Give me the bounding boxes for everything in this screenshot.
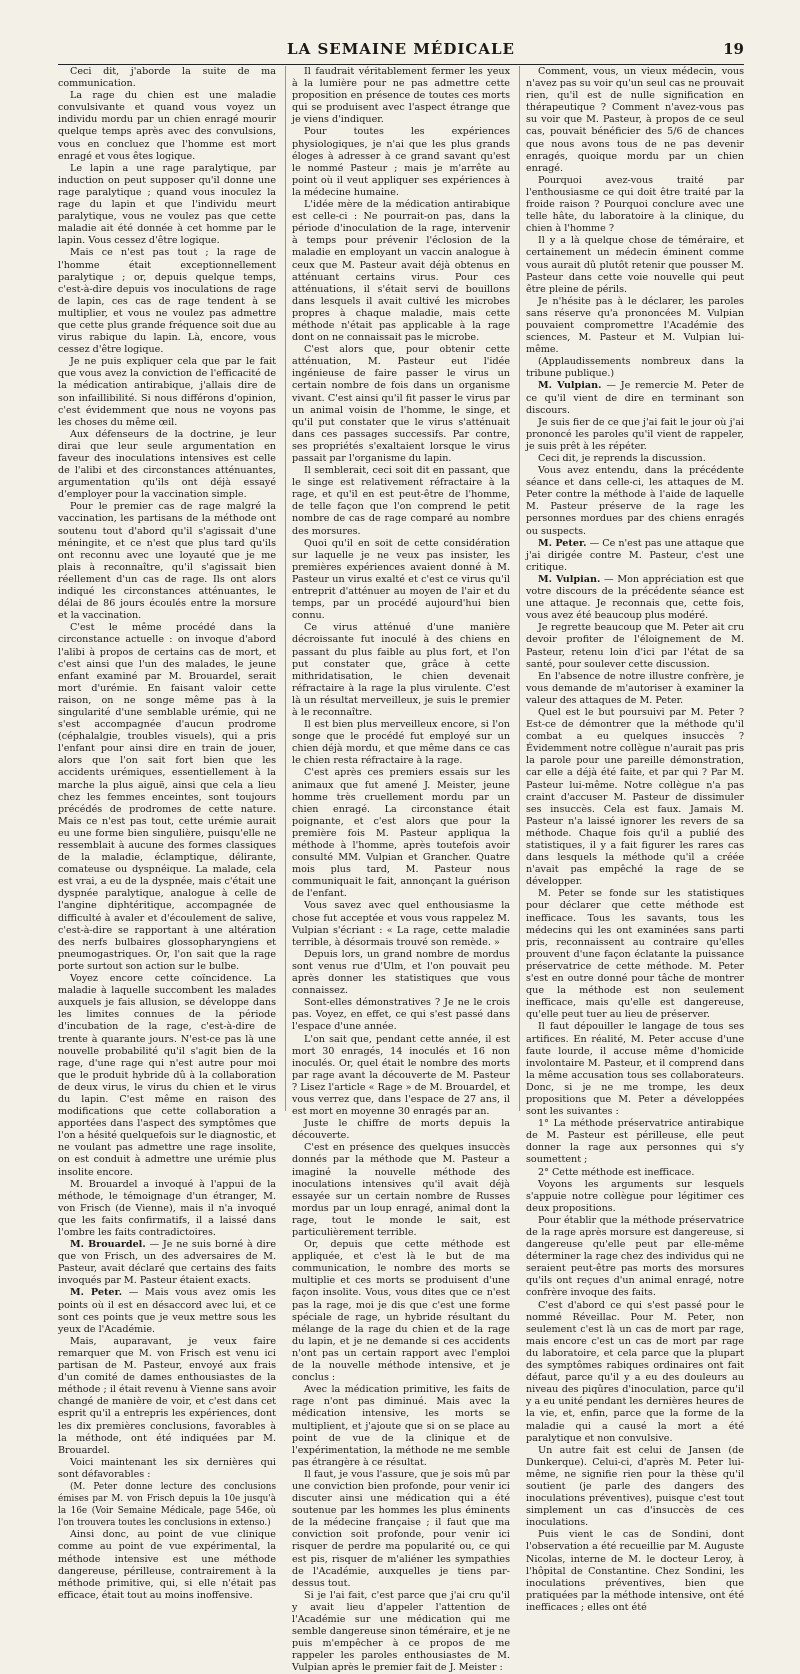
paragraph: M. Brouardel a invoqué à l'appui de la méthode, le témoignage d'un étranger, M. von Frisch (de Vienne), mais il n'a invoqué que les faits confirmatifs, il a laissé dans l'ombre les faits contradictoires. (58, 1178, 276, 1238)
paragraph: Avec la médication primitive, les faits de rage n'ont pas diminué. Mais avec la médication intensive, les morts se multiplient, et j'ajoute que si on se place au point de vue de la clinique et de l'expérimentation, la méthode ne me semble pas étrangère à ce résultat. (292, 1384, 510, 1468)
speaker-paragraph (526, 574, 744, 622)
paragraph: Depuis lors, un grand nombre de mordus sont venus rue d'Ulm, et l'on pouvait peu après donner les statistiques que vous connaissez. (292, 948, 510, 997)
paragraph: 1° La méthode préservatrice antirabique de M. Pasteur est périlleuse, elle peut donner la rage aux personnes qui s'y soumettent ; (526, 1118, 744, 1166)
paragraph: Un autre fait est celui de Jansen (de Dunkerque). Celui-ci, d'après M. Peter lui-même, ne signifie rien pour la thèse qu'il soutient (je parle des dangers des inoculations préventives), puisque c'est tout simplement un cas d'insuccès de ces inoculations. (526, 1444, 744, 1529)
paragraph: Il est bien plus merveilleux encore, si l'on songe que le procédé fut employé sur un chien déjà mordu, et que même dans ce cas le chien resta réfractaire à la rage. (292, 719, 510, 767)
paragraph: La rage du chien est une maladie convulsivante et quand vous voyez un individu mordu par un chien enragé mourir quelque temps après avec des convulsions, vous en concluez que l'homme est mort enragé et vous êtes logique. (58, 90, 276, 162)
speaker-name: M. Peter. (70, 1287, 123, 1299)
speaker-text: — Mais vous avez omis les points où il est en désaccord avec lui, et ce sont ces points que je veux mettre sous les yeux de l'Académie. (58, 1287, 276, 1335)
speaker-paragraph (526, 538, 744, 574)
speaker-paragraph (58, 1287, 276, 1335)
paragraph: Pour le premier cas de rage malgré la vaccination, les partisans de la méthode ont soutenu tout d'abord qu'il s'agissait d'une méningite, et ce n'est que plus tard qu'ils ont reconnu avec une loyauté que je me plais à reconnaître, qu'il s'agissait bien réellement d'un cas de rage. Ils ont alors indiqué les circonstances atténuantes, le délai de 86 jours écoulés entre la morsure et la vaccination. (58, 501, 276, 622)
paragraph: Je suis fier de ce que j'ai fait le jour où j'ai prononcé les paroles qu'il vient de rappeler, je suis prêt à les répéter. (526, 416, 744, 452)
paragraph: Je regrette beaucoup que M. Peter ait cru devoir profiter de l'éloignement de M. Pasteur, retenu loin d'ici par l'état de sa santé, pour soulever cette discussion. (526, 622, 744, 670)
paragraph: Il faut, je vous l'assure, que je sois mû par une conviction bien profonde, pour venir ici discuter ainsi une médication qui a été soutenue par les hommes les plus éminents de la médecine française ; il faut que ma conviction soit profonde, pour venir ici risquer de perdre ma popularité ou, ce qui est pis, risquer de m'aliéner les sympathies de l'Académie, auxquelles je tiens par-dessus tout. (292, 1468, 510, 1589)
paragraph: Quel est le but poursuivi par M. Peter ? Est-ce de démontrer que la méthode qu'il combat a eu quelques insuccès ? Évidemment notre collègue n'aurait pas pris la parole pour une pareille démonstration, car elle a déjà été faite, et par qui ? Par M. Pasteur lui-même. Notre collègue n'a pas craint d'accuser M. Pasteur de dissimuler ses insuccès. Cela est faux. Jamais M. Pasteur n'a laissé ignorer les revers de sa méthode. Chaque fois qu'il a publié des statistiques, il y a fait figurer les rares cas dans lesquels la méthode qu'il a créée n'avait pas empêché la rage de se développer. (526, 706, 744, 888)
running-title: LA SEMAINE MÉDICALE (287, 40, 515, 58)
column-3 (519, 66, 744, 1613)
paragraph: Mais ce n'est pas tout ; la rage de l'homme était exceptionnellement paralytique ; or, depuis quelque temps, c'est-à-dire depuis vos inoculations de rage de lapin, ces cas de rage tendent à se multiplier, et vous ne voulez pas admettre que cette plus grande fréquence soit due au virus rabique du lapin. Là, encore, vous cessez d'être logique. (58, 247, 276, 356)
paragraph: Il faudrait véritablement fermer les yeux à la lumière pour ne pas admettre cette proposition en présence de toutes ces morts qui se produisent avec l'aspect étrange que je viens d'indiquer. (292, 66, 510, 126)
column-1 (58, 66, 276, 1601)
header-rule (58, 64, 744, 65)
paragraph: C'est en présence des quelques insuccès donnés par la méthode que M. Pasteur a imaginé la nouvelle méthode des inoculations intensives qu'il avait déjà essayée sur un certain nombre de Russes mordus par un loup enragé, animal dont la rage, tout le monde le sait, est particulièrement terrible. (292, 1142, 510, 1238)
paragraph: Il semblerait, ceci soit dit en passant, que le singe est relativement réfractaire à la rage, et qu'il en est peut-être de l'homme, de telle façon que l'on comprend le petit nombre de cas de rage comparé au nombre des morsures. (292, 465, 510, 537)
paragraph: M. Peter se fonde sur les statistiques pour déclarer que cette méthode est inefficace. Tous les savants, tous les médecins qui les ont examinées sans parti pris, reconnaissent au contraire qu'elles prouvent d'une façon éclatante la puissance préservatrice de cette méthode. M. Peter s'est en outre donné pour tâche de montrer que la méthode est non seulement inefficace, mais qu'elle est dangereuse, qu'elle peut tuer au lieu de préserver. (526, 888, 744, 1021)
speaker-text: — Mon appréciation est que votre discours de la précédente séance est une attaque. Je reconnais que, cette fois, vous avez été beaucoup plus modéré. (526, 573, 744, 622)
paragraph: Puis vient le cas de Sondini, dont l'observation a été recueillie par M. Auguste Nicolas, interne de M. le docteur Leroy, à l'hôpital de Constantine. Chez Sondini, les inoculations préventives, bien que pratiquées par la méthode intensive, ont été inefficaces ; elles ont été (526, 1529, 744, 1613)
paragraph: Ceci dit, j'aborde la suite de ma communication. (58, 66, 276, 90)
paragraph: (Applaudissements nombreux dans la tribune publique.) (526, 356, 744, 380)
paragraph: Le lapin a une rage paralytique, par induction on peut supposer qu'il donne une rage paralytique ; quand vous inoculez la rage du lapin et que l'individu meurt paralytique, vous ne voulez pas que cette maladie ait été donnée à cet homme par le lapin. Vous cessez d'être logique. (58, 162, 276, 247)
paragraph: Vous savez avec quel enthousiasme la chose fut acceptée et vous vous rappelez M. Vulpian s'écriant : « La rage, cette maladie terrible, à désormais trouvé son remède. » (292, 900, 510, 948)
speaker-text: — Je ne suis borné à dire que von Frisch, un des adversaires de M. Pasteur, avait déclaré que certains des faits invoqués par M. Pasteur étaient exacts. (58, 1239, 276, 1287)
speaker-name: M. Vulpian. (538, 573, 601, 585)
page-header (58, 40, 744, 64)
text-columns (58, 66, 744, 1674)
speaker-paragraph (526, 380, 744, 416)
speaker-paragraph (58, 1239, 276, 1287)
paragraph: C'est alors que, pour obtenir cette atténuation, M. Pasteur eut l'idée ingénieuse de faire passer le virus un certain nombre de fois dans un organisme vivant. C'est ainsi qu'il fit passer le virus par un animal voisin de l'homme, le singe, et qu'il put constater que le virus s'atténuait dans ces passages successifs. Par contre, ses propriétés s'exaltaient lorsque le virus passait par l'organisme du lapin. (292, 344, 510, 464)
paragraph: C'est le même procédé dans la circonstance actuelle : on invoque d'abord l'alibi à propos de certains cas de mort, et c'est ainsi que l'un des malades, le jeune enfant examiné par M. Brouardel, serait mort d'urémie. En faisant valoir cette raison, on ne songe même pas à la singularité d'une semblable urémie, qui ne s'est accompagnée d'aucun prodrome (céphalalgie, troubles visuels), qui a pris l'enfant pour ainsi dire en train de jouer, alors que l'on sait fort bien que les accidents urémiques, essentiellement à la marche la plus aiguë, ainsi que cela a lieu chez les femmes enceintes, sont toujours précédés de prodromes de cette nature. Mais ce n'est pas tout, cette urémie aurait eu une forme bien singulière, puisqu'elle ne ressemblait à aucune des formes classiques de la maladie, éclamptique, délirante, comateuse ou dyspnéique. La malade, cela est vrai, a eu de la dyspnée, mais c'était une dyspnée paralytique, analogue à celle de l'angine diphtéritique, accompagnée de difficulté à avaler et d'écoulement de salive, c'est-à-dire se rapportant à une altération des nerfs bulbaires glossopharyngiens et pneumogastriques. Or, l'on sait que la rage porte surtout son action sur le bulbe. (58, 622, 276, 972)
speaker-name: M. Peter. (538, 537, 587, 549)
paragraph: Comment, vous, un vieux médecin, vous n'avez pas su voir qu'un seul cas ne prouvait rien, qu'il est de nulle signification en thérapeutique ? Comment n'avez-vous pas su voir que M. Pasteur, à propos de ce seul cas, pouvait bénéficier des 5/6 de chances que nous avons tous de ne pas devenir enragés, quoique mordu par un chien enragé. (526, 66, 744, 174)
paragraph: En l'absence de notre illustre confrère, je vous demande de m'autoriser à examiner la valeur des attaques de M. Peter. (526, 670, 744, 706)
paragraph: Voici maintenant les six dernières qui sont défavorables : (58, 1456, 276, 1480)
paragraph: Ainsi donc, au point de vue clinique comme au point de vue expérimental, la méthode intensive est une méthode dangereuse, périlleuse, contrairement à la méthode primitive, qui, si elle n'était pas efficace, était tout au moins inoffensive. (58, 1529, 276, 1601)
paragraph: Pourquoi avez-vous traité par l'enthousiasme ce qui doit être traité par la froide raison ? Pourquoi conclure avec une telle hâte, du laboratoire à la clinique, du chien à l'homme ? (526, 174, 744, 235)
paragraph: Or, depuis que cette méthode est appliquée, et c'est là le but de ma communication, le nombre des morts se multiplie et ces morts se produisent d'une façon insolite. Vous, vous dites que ce n'est pas la rage, moi je dis que c'est une forme spéciale de rage, un hybride résultant du mélange de la rage du chien et de la rage du lapin, et je ne demande si ces accidents n'ont pas un certain rapport avec l'emploi de la nouvelle méthode intensive, et je conclus : (292, 1239, 510, 1384)
paragraph: Voyons les arguments sur lesquels s'appuie notre collègue pour légitimer ces deux propositions. (526, 1178, 744, 1214)
paragraph: Pour établir que la méthode préservatrice de la rage après morsure est dangereuse, si dangereuse qu'elle peut par elle-même déterminer la rage chez des individus qui ne seraient peut-être pas morts des morsures qu'ils ont reçues d'un animal enragé, notre confrère invoque des faits. (526, 1214, 744, 1299)
paragraph: (M. Peter donne lecture des conclusions émises par M. von Frisch depuis la 10e jusqu'à la 16e (Voir Semaine Médicale, page 546e, où l'on trouvera toutes les conclusions in extenso.) (58, 1481, 276, 1529)
paragraph: Ce virus atténué d'une manière décroissante fut inoculé à des chiens en passant du plus faible au plus fort, et l'on put constater que, grâce à cette mithridatisation, le chien devenait réfractaire à la rage la plus virulente. C'est là un résultat merveilleux, je suis le premier à le reconnaître. (292, 622, 510, 718)
paragraph: L'on sait que, pendant cette année, il est mort 30 enragés, 14 inoculés et 16 non inoculés. Or, quel était le nombre des morts par rage avant la découverte de M. Pasteur ? Lisez l'article « Rage » de M. Brouardel, et vous verrez que, dans l'espace de 27 ans, il est mort en moyenne 30 enragés par an. (292, 1033, 510, 1118)
paragraph: Je n'hésite pas à le déclarer, les paroles sans réserve qu'a prononcées M. Vulpian pouvaient compromettre l'Académie des sciences, M. Pasteur et M. Vulpian lui-même. (526, 295, 744, 356)
speaker-name: M. Brouardel. (70, 1239, 146, 1251)
paragraph: Sont-elles démonstratives ? Je ne le crois pas. Voyez, en effet, ce qui s'est passé dans l'espace d'une année. (292, 997, 510, 1033)
paragraph: L'idée mère de la médication antirabique est celle-ci : Ne pourrait-on pas, dans la période d'inoculation de la rage, intervenir à temps pour prévenir l'éclosion de la maladie en employant un vaccin analogue à ceux que M. Pasteur avait déjà obtenus en atténuant certains virus. Pour ces atténuations, il s'était servi de bouillons dans lesquels il avait cultivé les microbes propres à chaque maladie, mais cette méthode n'était pas applicable à la rage dont on ne connaissait pas le microbe. (292, 199, 510, 344)
paragraph: Ceci dit, je reprends la discussion. (538, 453, 706, 464)
speaker-name: M. Vulpian. (538, 380, 602, 392)
speaker-text: — Je remercie M. Peter de ce qu'il vient de dire en terminant son discours. (526, 380, 744, 416)
paragraph: Mais, auparavant, je veux faire remarquer que M. von Frisch est venu ici partisan de M. Pasteur, envoyé aux frais d'un comité de dames enthousiastes de la méthode ; il était revenu à Vienne sans avoir changé de manière de voir, et c'est dans cet esprit qu'il a entrepris les expériences, dont les dix premières conclusions, favorables à la méthode, ont été indiquées par M. Brouardel. (58, 1335, 276, 1456)
paragraph: 2° Cette méthode est inefficace. (538, 1166, 695, 1178)
speaker-text: — Ce n'est pas une attaque que j'ai dirigée contre M. Pasteur, c'est une critique. (526, 537, 744, 573)
paragraph: Je ne puis expliquer cela que par le fait que vous avez la conviction de l'efficacité de la médication antirabique, j'allais dire de son infaillibilité. Si nous différons d'opinion, c'est évidemment que nous ne voyons pas les choses du même œil. (58, 356, 276, 428)
column-2 (285, 66, 510, 1674)
paragraph: Vous avez entendu, dans la précédente séance et dans celle-ci, les attaques de M. Peter contre la méthode à l'aide de laquelle M. Pasteur préserve de la rage les personnes mordues par des chiens enragés ou suspects. (526, 465, 744, 537)
paragraph: C'est après ces premiers essais sur les animaux que fut amené J. Meister, jeune homme très cruellement mordu par un chien enragé. La circonstance était poignante, et c'est alors que pour la première fois M. Pasteur appliqua la méthode à l'homme, après toutefois avoir consulté MM. Vulpian et Grancher. Quatre mois plus tard, M. Pasteur nous communiquait le fait, annonçant la guérison de l'enfant. (292, 767, 510, 900)
paragraph: Pour toutes les expériences physiologiques, je n'ai que les plus grands éloges à adresser à ce grand savant qu'est le nommé Pasteur ; mais je m'arrête au point où il veut appliquer ses expériences à la médecine humaine. (292, 126, 510, 198)
page-number: 19 (723, 40, 744, 58)
paragraph: Quoi qu'il en soit de cette considération sur laquelle je ne veux pas insister, les premières expériences avaient donné à M. Pasteur un virus exalté et c'est ce virus qu'il entreprit d'atténuer au moyen de l'air et du temps, par un procédé aujourd'hui bien connu. (292, 537, 510, 622)
paragraph: Il faut dépouiller le langage de tous ses artifices. En réalité, M. Peter accuse d'une faute lourde, il accuse même d'homicide involontaire M. Pasteur, et il comprend dans la même accusation tous ses collaborateurs. Donc, si je ne me trompe, les deux propositions que M. Peter a développées sont les suivantes : (526, 1021, 744, 1118)
paragraph: Aux défenseurs de la doctrine, je leur dirai que leur seule argumentation en faveur des inoculations intensives est celle de l'alibi et des circonstances atténuantes, argumentation qu'ils ont déjà essayé d'employer pour la vaccination simple. (58, 428, 276, 501)
paragraph: Il y a là quelque chose de téméraire, et certainement un médecin éminent comme vous aurait dû plutôt retenir que pousser M. Pasteur dans cette voie nouvelle qui peut être pleine de périls. (526, 235, 744, 295)
paragraph: Voyez encore cette coïncidence. La maladie à laquelle succombent les malades auxquels je fais allusion, se développe dans les limites connues de la période d'incubation de la rage, c'est-à-dire de trente à quarante jours. N'est-ce pas là une nouvelle probabilité qu'il s'agit bien de la rage, d'une rage qui n'est autre pour moi que le produit hybride dû à la collaboration de deux virus, le virus du chien et le virus du lapin. C'est même en raison des modifications que cette collaboration a apportées dans l'aspect des symptômes que l'on a hésité quelquefois sur le diagnostic, et ne voulant pas admettre une rage insolite, on est conduit à admettre une urémie plus insolite encore. (58, 973, 276, 1178)
paragraph: Si je l'ai fait, c'est parce que j'ai cru qu'il y avait lieu d'appeler l'attention de l'Académie sur une médication qui me semble dangereuse sinon téméraire, et je ne puis m'empêcher à ce propos de me rappeler les paroles enthousiastes de M. Vulpian après le premier fait de J. Meister : (292, 1589, 510, 1674)
paragraph: C'est d'abord ce qui s'est passé pour le nommé Réveillac. Pour M. Peter, non seulement c'est là un cas de mort par rage, mais encore c'est un cas de mort par rage du laboratoire, et cela parce que la plupart des symptômes rabiques ordinaires ont fait défaut, parce qu'il y a eu des douleurs au niveau des piqûres d'inoculation, parce qu'il y a eu unité pendant les dernières heures de la vie, et, enfin, parce que la forme de la maladie qui a causé la mort a été paralytique et non convulsive. (526, 1299, 744, 1444)
paragraph: Juste le chiffre de morts depuis la découverte. (292, 1118, 510, 1142)
